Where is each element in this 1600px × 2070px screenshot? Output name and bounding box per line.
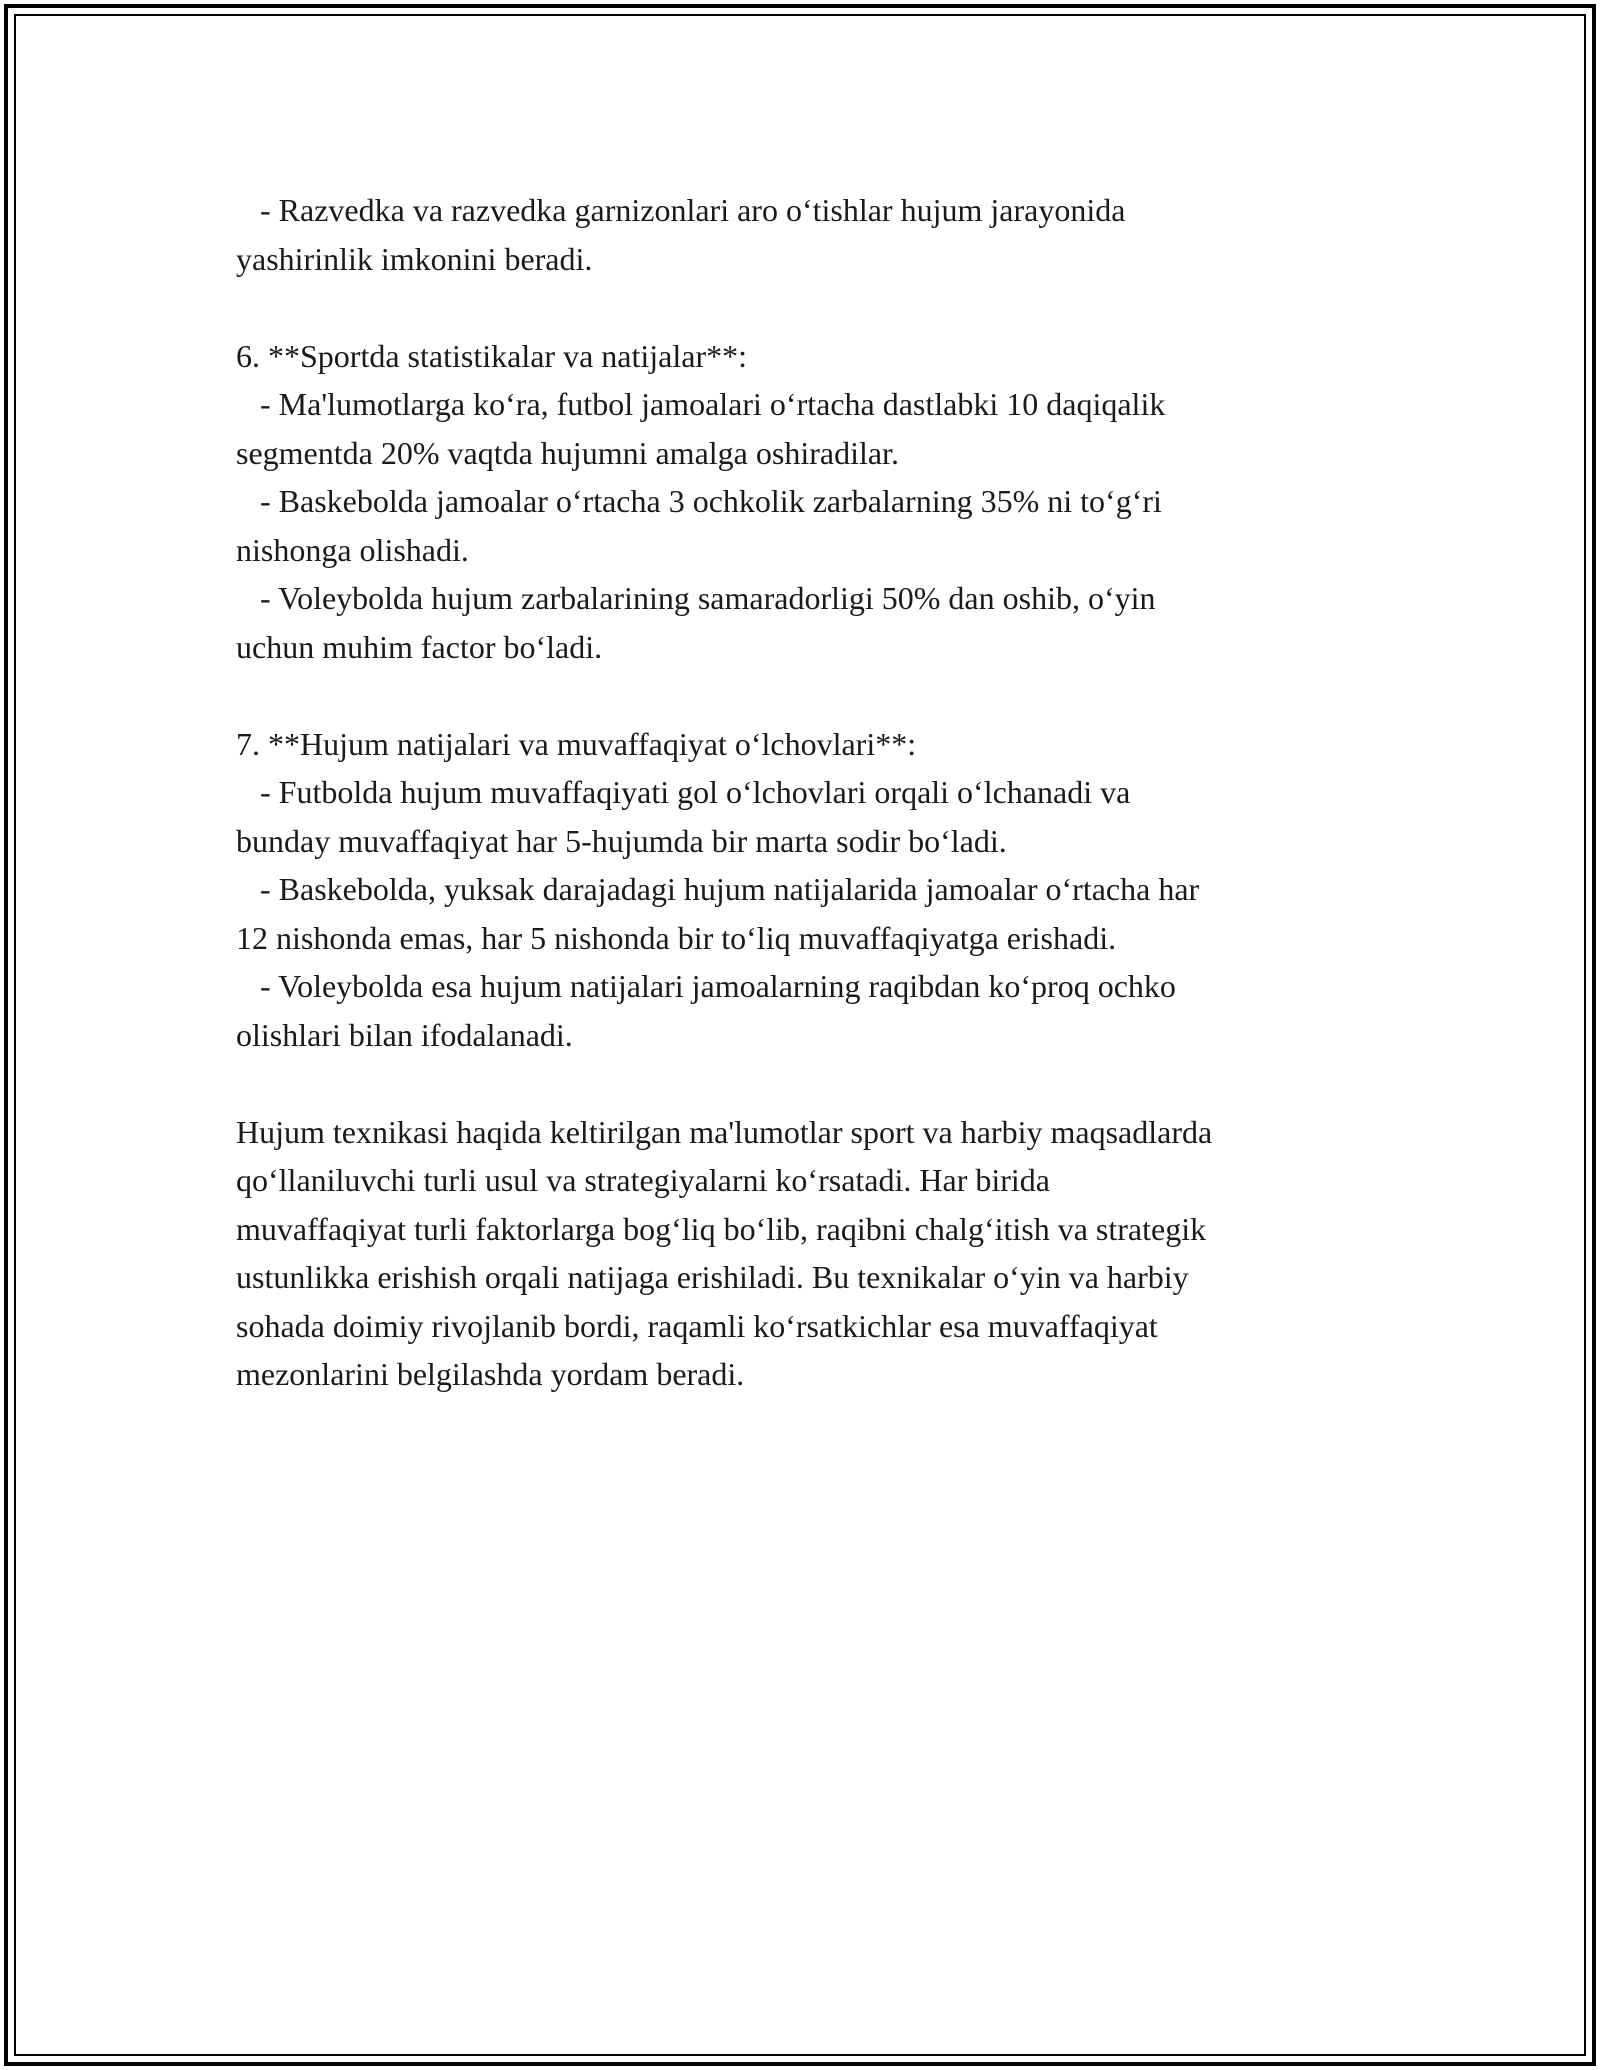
text-line: olishlari bilan ifodalanadi. (236, 1016, 573, 1053)
text-line: nishonga olishadi. (236, 531, 469, 568)
text-line: - Voleybolda esa hujum natijalari jamoalarning raqibdan koʻproq ochko (236, 968, 1176, 1004)
document-body (236, 186, 1386, 1399)
section-heading: 7. **Hujum natijalari va muvaffaqiyat oʻlchovlari**: (236, 725, 917, 762)
text-line: - Futbolda hujum muvaffaqiyati gol oʻlchovlari orqali oʻlchanadi va (236, 774, 1131, 810)
paragraph-intro-bullet (236, 186, 1386, 283)
section-heading: 6. **Sportda statistikalar va natijalar**: (236, 337, 747, 374)
text-line: - Baskebolda, yuksak darajadagi hujum natijalarida jamoalar oʻrtacha har (236, 871, 1200, 907)
text-line: qoʻllaniluvchi turli usul va strategiyalarni koʻrsatadi. Har birida (236, 1162, 1050, 1198)
conclusion-paragraph (236, 1108, 1386, 1399)
text-line: - Ma'lumotlarga koʻra, futbol jamoalari oʻrtacha dastlabki 10 daqiqalik (236, 386, 1166, 422)
paragraph-gap (236, 671, 1386, 720)
paragraph-gap (236, 1059, 1386, 1108)
text-line: Hujum texnikasi haqida keltirilgan ma'lumotlar sport va harbiy maqsadlarda (236, 1113, 1213, 1150)
text-line: bunday muvaffaqiyat har 5-hujumda bir marta sodir boʻladi. (236, 822, 1007, 859)
paragraph-gap (236, 283, 1386, 332)
section-7-attack-results (236, 720, 1386, 1060)
text-line: - Baskebolda jamoalar oʻrtacha 3 ochkolik zarbalarning 35% ni toʻgʻri (236, 483, 1162, 519)
text-line: yashirinlik imkonini beradi. (236, 240, 593, 277)
text-line: sohada doimiy rivojlanib bordi, raqamli koʻrsatkichlar esa muvaffaqiyat (236, 1307, 1158, 1344)
text-line: ustunlikka erishish orqali natijaga erishiladi. Bu texnikalar oʻyin va harbiy (236, 1259, 1189, 1295)
text-line: muvaffaqiyat turli faktorlarga bogʻliq boʻlib, raqibni chalgʻitish va strategik (236, 1210, 1207, 1247)
text-line: uchun muhim factor boʻladi. (236, 628, 603, 665)
text-line: segmentda 20% vaqtda hujumni amalga oshiradilar. (236, 434, 899, 471)
text-line: - Razvedka va razvedka garnizonlari aro oʻtishlar hujum jarayonida (236, 192, 1126, 228)
text-line: 12 nishonda emas, har 5 nishonda bir toʻliq muvaffaqiyatga erishadi. (236, 919, 1117, 956)
text-line: mezonlarini belgilashda yordam beradi. (236, 1356, 745, 1392)
text-line: - Voleybolda hujum zarbalarining samaradorligi 50% dan oshib, oʻyin (236, 580, 1156, 616)
section-6-sports-statistics (236, 332, 1386, 672)
